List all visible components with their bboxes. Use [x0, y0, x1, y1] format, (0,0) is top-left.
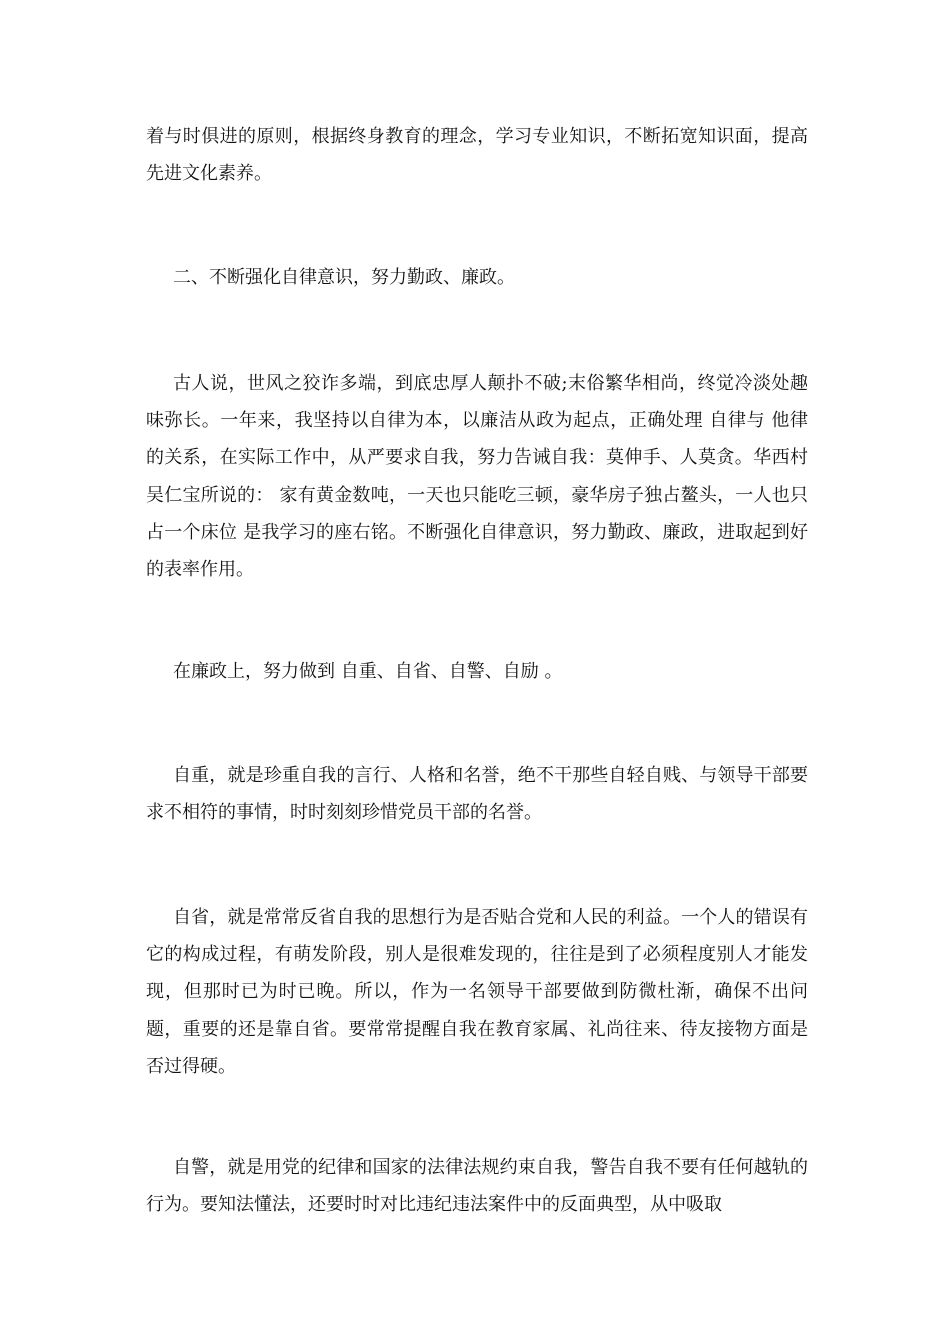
paragraph-integrity-principles: 在廉政上，努力做到 自重、自省、自警、自励 。: [173, 661, 563, 682]
paragraph-self-reflection: 自省，就是常常反省自我的思想行为是否贴合党和人民的利益。一个人的错误有它的构成过程，有萌发阶段，别人是很难发现的，往往是到了必须程度别人才能发现，但那时已为时已晚。所以，作为一名领导干部要做到防微杜渐，确保不出问题，重要的还是靠自省。要常常提醒自我在教育家属、礼尚往来、待友接物方面是否过得硬。: [146, 907, 808, 1077]
paragraph-continuation: 着与时俱进的原则，根据终身教育的理念，学习专业知识，不断拓宽知识面，提高先进文化素养。: [146, 126, 808, 185]
paragraph-self-discipline: 古人说，世风之狡诈多端，到底忠厚人颠扑不破;末俗繁华相尚，终觉冷淡处趣味弥长。一年来，我坚持以自律为本，以廉洁从政为起点，正确处理 自律与 他律 的关系，在实际工作中，从严要求自我，努力告诫自我：莫伸手、人莫贪。华西村吴仁宝所说的： 家有黄金数吨，一天也只能吃三顿，豪华房子独占鳌头，一人也只占一个床位 是我学习的座右铭。不断强化自律意识，努力勤政、廉政，进取起到好的表率作用。: [146, 373, 808, 581]
paragraph-self-warning: 自警，就是用党的纪律和国家的法律法规约束自我，警告自我不要有任何越轨的行为。要知法懂法，还要时时对比违纪违法案件中的反面典型，从中吸取: [146, 1157, 808, 1216]
section-heading: 二、不断强化自律意识，努力勤政、廉政。: [173, 267, 515, 288]
paragraph-self-respect: 自重，就是珍重自我的言行、人格和名誉，绝不干那些自轻自贱、与领导干部要求不相符的事情，时时刻刻珍惜党员干部的名誉。: [146, 765, 808, 824]
